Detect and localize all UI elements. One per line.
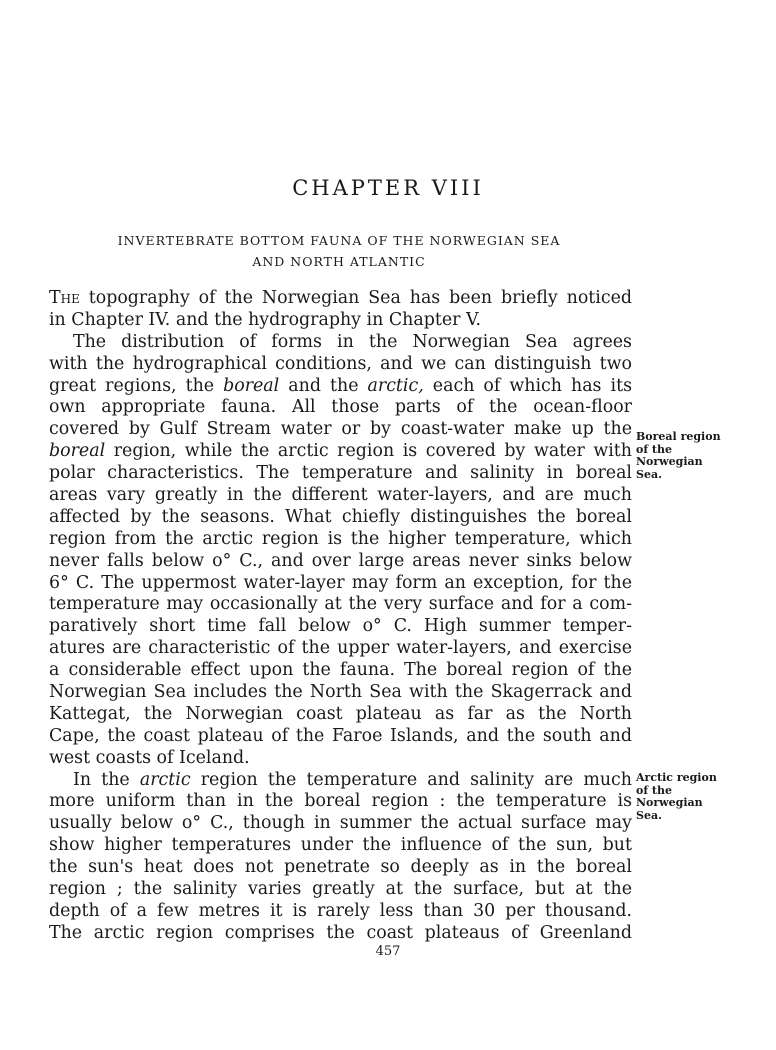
italic-term: boreal bbox=[223, 375, 280, 396]
text-line bbox=[49, 441, 632, 463]
margin-note-line: Norwegian bbox=[636, 455, 703, 468]
margin-note-line: Sea. bbox=[636, 808, 662, 822]
margin-note-line: of the bbox=[636, 783, 672, 797]
text-line: Cape, the coast plateau of the Faroe Islands, and the south and bbox=[49, 725, 632, 746]
chapter-title: CHAPTER VIII bbox=[292, 176, 484, 200]
margin-note-line: Sea. bbox=[636, 467, 662, 481]
text-line: affected by the seasons. What chiefly distinguishes the boreal bbox=[49, 506, 632, 527]
text-line: Norwegian Sea includes the North Sea with the Skagerrack and bbox=[49, 682, 632, 703]
text-line bbox=[49, 770, 632, 792]
text-span: and the bbox=[279, 375, 368, 396]
text-line: depth of a few metres it is rarely less than 30 per thousand. bbox=[49, 900, 632, 921]
text-line bbox=[49, 376, 632, 398]
text-span: topography of the Norwegian Sea has been briefly noticed bbox=[79, 288, 632, 308]
margin-note-line: Arctic region bbox=[636, 771, 717, 784]
text-line: with the hydrographical conditions, and we can distinguish two bbox=[49, 353, 632, 374]
text-line: usually below o° C., though in summer the actual surface may bbox=[49, 813, 632, 834]
text-line: a considerable effect upon the fauna. The boreal region of the bbox=[49, 660, 632, 681]
text-line: temperature may occasionally at the very surface and for a com- bbox=[49, 594, 632, 615]
text-line: The distribution of forms in the Norwegian Sea agrees bbox=[73, 331, 632, 352]
text-line: west coasts of Iceland. bbox=[49, 747, 250, 768]
italic-term: arctic, bbox=[367, 375, 424, 396]
text-line: in Chapter IV. and the hydrography in Chapter V. bbox=[49, 309, 482, 330]
drop-word: The bbox=[49, 288, 80, 308]
text-line: the sun's heat does not penetrate so deeply as in the boreal bbox=[49, 857, 632, 878]
margin-note-line: Boreal region bbox=[636, 430, 721, 443]
text-line bbox=[49, 288, 632, 310]
text-line: own appropriate fauna. All those parts of the ocean-floor bbox=[49, 397, 632, 418]
italic-term: boreal bbox=[49, 441, 106, 462]
margin-note-arctic bbox=[636, 772, 736, 822]
italic-term: arctic bbox=[139, 769, 191, 790]
text-span: region, while the arctic region is covered by water with bbox=[105, 441, 632, 462]
text-line: never falls below o° C., and over large areas never sinks below bbox=[49, 550, 632, 571]
text-line: 6° C. The uppermost water-layer may form an exception, for the bbox=[49, 572, 632, 593]
margin-note-line: of the bbox=[636, 442, 672, 456]
text-line: polar characteristics. The temperature and salinity in boreal bbox=[49, 463, 632, 484]
margin-note-boreal bbox=[636, 431, 736, 481]
text-line: paratively short time fall below o° C. High summer temper- bbox=[49, 616, 632, 637]
text-span: great regions, the bbox=[49, 375, 224, 396]
subtitle-line-2: AND NORTH ATLANTIC bbox=[252, 254, 426, 269]
text-line: areas vary greatly in the different water-layers, and are much bbox=[49, 485, 632, 506]
text-line: atures are characteristic of the upper water-layers, and exercise bbox=[49, 638, 632, 659]
subtitle-line-1: INVERTEBRATE BOTTOM FAUNA OF THE NORWEGIAN SEA bbox=[117, 233, 561, 248]
text-span: region the temperature and salinity are much bbox=[190, 769, 632, 790]
text-line: region ; the salinity varies greatly at the surface, but at the bbox=[49, 879, 632, 900]
body-text bbox=[49, 288, 632, 945]
text-line: Kattegat, the Norwegian coast plateau as far as the North bbox=[49, 703, 632, 724]
text-line: covered by Gulf Stream water or by coast-water make up the bbox=[49, 419, 632, 440]
text-line: more uniform than in the boreal region : the temperature is bbox=[49, 791, 632, 812]
margin-note-line: Norwegian bbox=[636, 796, 703, 809]
text-line: The arctic region comprises the coast plateaus of Greenland bbox=[49, 922, 632, 943]
page-number: 457 bbox=[375, 944, 401, 959]
text-line: show higher temperatures under the influence of the sun, but bbox=[49, 835, 632, 856]
text-span: each of which has its bbox=[423, 375, 632, 396]
text-line: region from the arctic region is the higher temperature, which bbox=[49, 528, 632, 549]
text-span: In the bbox=[73, 769, 140, 790]
chapter-subtitle bbox=[84, 230, 594, 272]
